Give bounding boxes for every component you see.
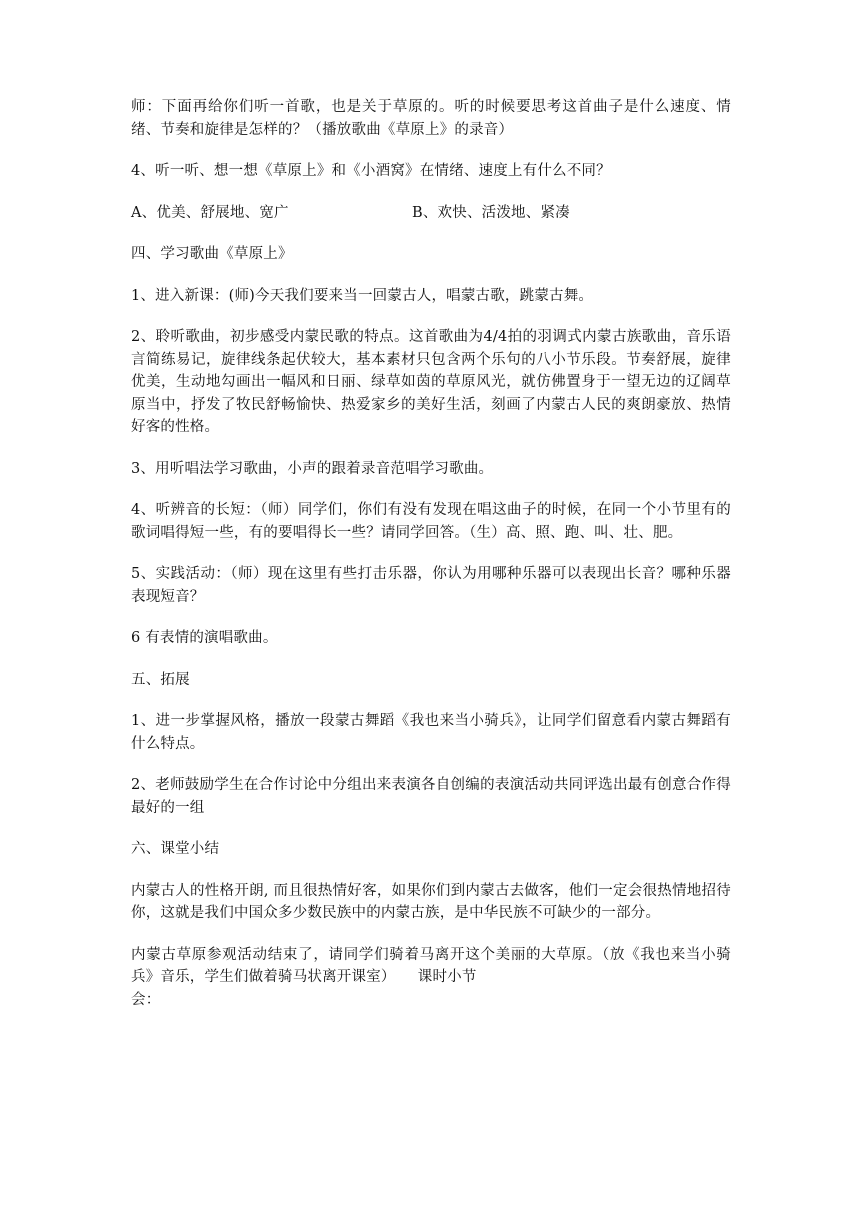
extension-1-paragraph: 1、进一步掌握风格，播放一段蒙古舞蹈《我也来当小骑兵》，让同学们留意看内蒙古舞蹈有什么特点。 xyxy=(131,713,731,752)
extension-2-paragraph: 2、老师鼓励学生在合作讨论中分组出来表演各自创编的表演活动共同评选出最有创意合作得最好的一组 xyxy=(131,777,731,816)
step-1-paragraph: 1、进入新课：(师)今天我们要来当一回蒙古人，唱蒙古歌，跳蒙古舞。 xyxy=(131,287,594,304)
trailing-text: 会： xyxy=(131,991,161,1008)
section-heading-learn-song: 四、学习歌曲《草原上》 xyxy=(131,246,293,262)
step-3-paragraph: 3、用听唱法学习歌曲，小声的跟着录音范唱学习歌曲。 xyxy=(131,460,494,477)
option-a: A、优美、舒展地、宽广 xyxy=(131,204,289,221)
section-heading-extension: 五、拓展 xyxy=(131,671,190,688)
document-body xyxy=(131,96,731,1011)
summary-paragraph: 内蒙古人的性格开朗, 而且很热情好客，如果你们到内蒙古去做客，他们一定会很热情地招待你，这就是我们中国众多少数民族中的内蒙古族，是中华民族不可缺少的一部分。 xyxy=(131,882,731,921)
step-6-paragraph: 6 有表情的演唱歌曲。 xyxy=(131,630,278,646)
step-4-paragraph: 4、听辨音的长短：（师）同学们，你们有没有发现在唱这曲子的时候，在同一个小节里有的歌词唱得短一些，有的要唱得长一些？请同学回答。（生）高、照、跑、叫、壮、肥。 xyxy=(131,502,731,541)
teacher-intro-paragraph: 师：下面再给你们听一首歌，也是关于草原的。听的时候要思考这首曲子是什么速度、情绪、节奏和旋律是怎样的？（播放歌曲《草原上》的录音） xyxy=(131,99,731,138)
option-b: B、欢快、活泼地、紧凑 xyxy=(412,204,570,221)
question-paragraph: 4、听一听、想一想《草原上》和《小酒窝》在情绪、速度上有什么不同？ xyxy=(131,163,611,179)
answer-options xyxy=(131,202,731,225)
section-heading-summary: 六、课堂小结 xyxy=(131,841,220,857)
step-5-paragraph: 5、实践活动：（师）现在这里有些打击乐器，你认为用哪种乐器可以表现出长音？哪种乐器表现短音？ xyxy=(131,566,731,605)
step-2-paragraph: 2、聆听歌曲，初步感受内蒙民歌的特点。这首歌曲为4/4拍的羽调式内蒙古族歌曲，音乐语言简练易记，旋律线条起伏较大，基本素材只包含两个乐句的八小节乐段。节奏舒展，旋律优美，生动地勾画出一幅风和日丽、绿草如茵的草原风光，就仿佛置身于一望无边的辽阔草原当中，抒发了牧民舒畅愉快、热爱家乡的美好生活，刻画了内蒙古人民的爽朗豪放、热情好客的性格。 xyxy=(131,329,731,435)
closing-paragraph: 内蒙古草原参观活动结束了，请同学们骑着马离开这个美丽的大草原。（放《我也来当小骑兵》音乐，学生们做着骑马状离开课室） 课时小节 xyxy=(131,946,731,985)
